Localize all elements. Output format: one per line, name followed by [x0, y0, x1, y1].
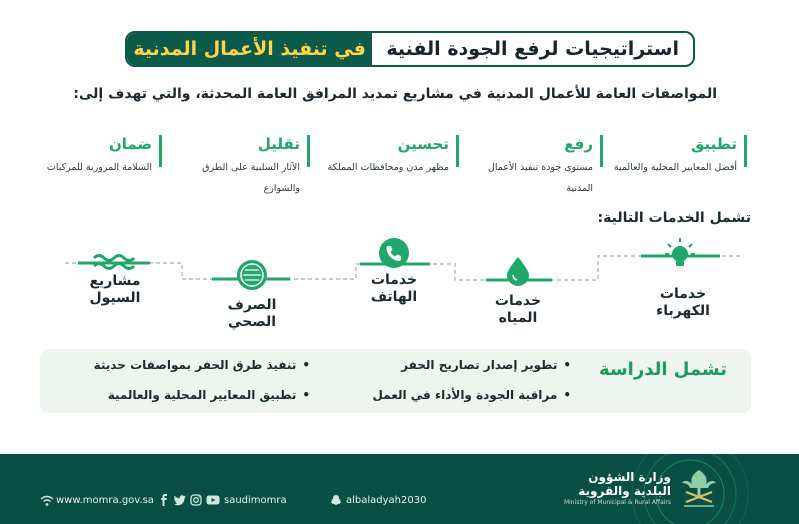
services-title: تشمل الخدمات التالية: — [597, 210, 751, 226]
bullet-icon: • — [563, 358, 571, 372]
waves-icon — [92, 252, 136, 272]
page-title: استراتيجيات لرفع الجودة الفنية — [386, 38, 679, 60]
wifi-icon — [40, 495, 54, 507]
goal-title: رفع — [564, 135, 593, 153]
goal-accent-bar — [744, 135, 747, 167]
twitter-icon[interactable] — [174, 494, 186, 506]
goal-title: تقليل — [257, 135, 300, 153]
ministry-line2: البلدية والقروية — [578, 484, 671, 498]
service-line1: خدمات — [370, 272, 418, 288]
study-title: تشمل الدراسة — [599, 359, 727, 380]
ministry-name — [564, 470, 671, 507]
lightbulb-icon — [664, 236, 696, 270]
goal-title: تطبيق — [690, 135, 737, 153]
goal-accent-bar — [456, 135, 459, 167]
goal-desc: مظهر مدن ومحافظات المملكة — [327, 162, 449, 173]
ministry-english: Ministry of Municipal & Rural Affairs — [563, 499, 671, 506]
service-line2: الكهرباء — [656, 303, 710, 319]
ministry-line1: وزارة الشؤون — [588, 470, 671, 484]
service-phone — [364, 272, 424, 306]
subtitle: المواصفات العامة للأعمال المدنية في مشاريع تمديد المرافق العامة المحدثة، والتي تهدف إلى: — [73, 86, 717, 102]
service-line1: خدمات — [494, 293, 542, 309]
water-drop-icon — [505, 256, 531, 286]
study-item — [401, 358, 571, 372]
study-item-text: تطوير إصدار تصاريح الحفر — [401, 358, 558, 372]
service-line2: الهاتف — [370, 289, 418, 305]
goal-desc: أفضل المعايير المحلية والعالمية — [613, 162, 737, 173]
page-title-highlight: في تنفيذ الأعمال المدنية — [127, 33, 372, 65]
study-item-text: تنفيذ طرق الحفر بمواصفات حديثة — [93, 358, 297, 372]
study-item-text: مراقبة الجودة والأداء في العمل — [372, 388, 558, 402]
phone-icon — [377, 236, 411, 270]
goal-title: ضمان — [109, 135, 152, 153]
goal-title: تحسين — [397, 135, 449, 153]
goal-accent-bar — [600, 135, 603, 167]
goal-desc: الآثار السلبية على الطرق والشوارع — [202, 162, 300, 194]
bullet-icon: • — [302, 388, 310, 402]
service-line2: المياه — [498, 310, 538, 326]
snapchat-icon[interactable] — [330, 494, 342, 506]
ministry-emblem-icon — [678, 466, 720, 512]
service-line2: السيول — [89, 290, 141, 306]
youtube-icon[interactable] — [206, 494, 220, 506]
title-banner — [125, 31, 695, 67]
service-electricity — [655, 286, 711, 320]
service-line1: مشاريع — [89, 273, 141, 289]
bullet-icon: • — [302, 358, 310, 372]
service-line1: الصرف — [227, 297, 277, 313]
website-link[interactable]: www.momra.gov.sa — [56, 495, 154, 506]
goal-desc: مستوى جودة تنفيذ الأعمال المدنية — [487, 162, 593, 194]
goal-accent-bar — [159, 135, 162, 167]
manhole-icon — [235, 258, 269, 292]
study-item — [108, 388, 310, 402]
social-icons — [158, 494, 220, 506]
bullet-icon: • — [563, 388, 571, 402]
facebook-icon[interactable] — [158, 494, 170, 506]
study-item — [94, 358, 310, 372]
service-line1: خدمات — [659, 286, 707, 302]
service-water — [488, 293, 548, 327]
goal-accent-bar — [307, 135, 310, 167]
service-line2: الصحي — [227, 314, 277, 330]
snapchat-handle-link[interactable]: albaladyah2030 — [346, 495, 427, 506]
goal-desc: السلامة المرورية للمركبات — [46, 162, 152, 173]
instagram-icon[interactable] — [190, 494, 202, 506]
service-sewage — [218, 297, 286, 331]
study-item — [372, 388, 571, 402]
study-item-text: تطبيق المعايير المحلية والعالمية — [107, 388, 297, 402]
social-handle-link[interactable]: saudimomra — [224, 495, 287, 506]
service-floods — [80, 273, 150, 307]
